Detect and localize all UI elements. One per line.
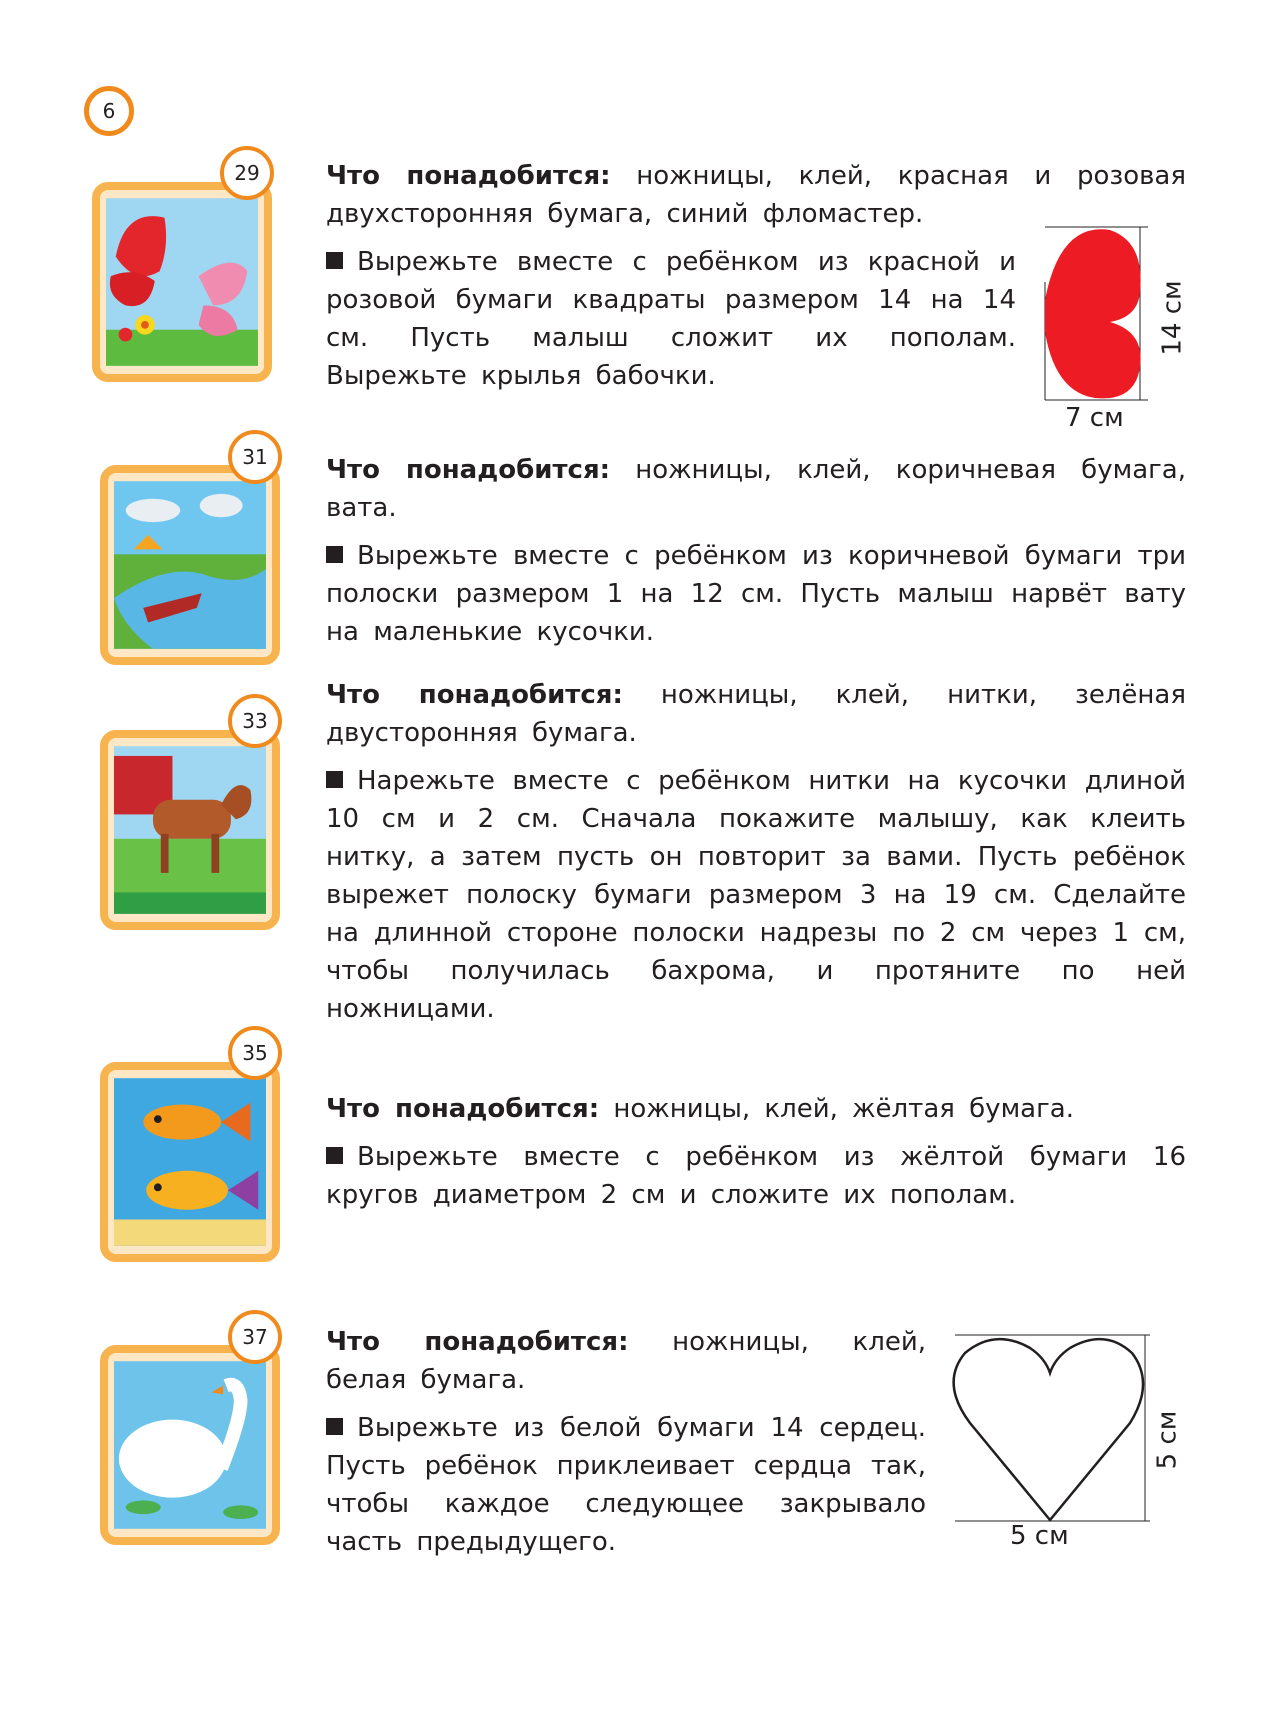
bullet-icon (326, 771, 343, 788)
needs-label: Что понадобится: (326, 680, 623, 710)
step-text: Вырежьте из белой бумаги 14 сердец. Пусть ребёнок приклеивает сердца так, чтобы каждое следующее закрывало часть предыдущего. (326, 1413, 926, 1557)
heart-template-diagram (950, 1333, 1150, 1533)
project-badge: 35 (228, 1026, 282, 1080)
project-badge: 37 (228, 1310, 282, 1364)
horse-illustration (114, 744, 266, 916)
needs-text: ножницы, клей, белая бумага. (326, 1327, 926, 1395)
needs-label: Что понадобится: (326, 455, 611, 485)
section-33-text (326, 676, 1186, 1038)
river-illustration (114, 479, 266, 651)
craft-thumbnail-horse (100, 730, 280, 930)
bullet-icon (326, 546, 343, 563)
craft-thumbnail-swan (100, 1345, 280, 1545)
needs-label: Что понадобится: (326, 1094, 600, 1124)
step-text: Вырежьте вместе с ребёнком из жёлтой бумаги 16 кругов диаметром 2 см и сложите их пополам. (326, 1142, 1186, 1210)
craft-thumbnail-river (100, 465, 280, 665)
wing-template-diagram (1040, 222, 1150, 402)
step-text: Нарежьте вместе с ребёнком нитки на кусочки длиной 10 см и 2 см. Сначала покажите малышу, как клеить нитку, а затем пусть он повторит за вами. Пусть ребёнок вырежет полоску бумаги размером 3 на 19 см. Сделайте на длинной стороне полоски надрезы по 2 см через 1 см, чтобы получилась бахрома, и протяните по ней ножницами. (326, 766, 1186, 1024)
section-35-text (326, 1090, 1186, 1224)
step-text: Вырежьте вместе с ребёнком из коричневой бумаги три полоски размером 1 на 12 см. Пусть малыш нарвёт вату на маленькие кусочки. (326, 541, 1186, 647)
bullet-icon (326, 252, 343, 269)
needs-label: Что понадобится: (326, 161, 611, 191)
needs-text: ножницы, клей, нитки, зелёная двусторонняя бумага. (326, 680, 1186, 748)
craft-thumbnail-butterflies (92, 182, 272, 382)
bullet-icon (326, 1147, 343, 1164)
needs-text: ножницы, клей, коричневая бумага, вата. (326, 455, 1186, 523)
needs-text: ножницы, клей, красная и розовая двухсторонняя бумага, синий фломастер. (326, 161, 1187, 229)
swan-illustration (114, 1359, 266, 1531)
section-37-text (326, 1323, 926, 1571)
red-wing-shape (1045, 229, 1141, 398)
dimension-height-label: 5 см (1152, 1410, 1183, 1470)
needs-text: ножницы, клей, жёлтая бумага. (599, 1094, 1074, 1124)
bullet-icon (326, 1418, 343, 1435)
needs-label: Что понадобится: (326, 1327, 629, 1357)
dimension-height-label: 14 см (1157, 280, 1188, 356)
dimension-width-label: 7 см (1065, 403, 1124, 433)
fish-illustration (114, 1076, 266, 1248)
heart-outline-shape (954, 1339, 1143, 1520)
project-badge: 31 (228, 430, 282, 484)
project-badge: 29 (220, 146, 274, 200)
craft-thumbnail-fish (100, 1062, 280, 1262)
step-text: Вырежьте вместе с ребёнком из красной и розовой бумаги квадраты размером 14 на 14 см. Пусть малыш сложит их пополам. Вырежьте крылья бабочки. (326, 247, 1016, 391)
section-31-text (326, 451, 1186, 661)
project-badge: 33 (228, 694, 282, 748)
butterflies-illustration (106, 196, 258, 368)
dimension-width-label: 5 см (1010, 1521, 1069, 1551)
page-number: 6 (84, 86, 134, 136)
